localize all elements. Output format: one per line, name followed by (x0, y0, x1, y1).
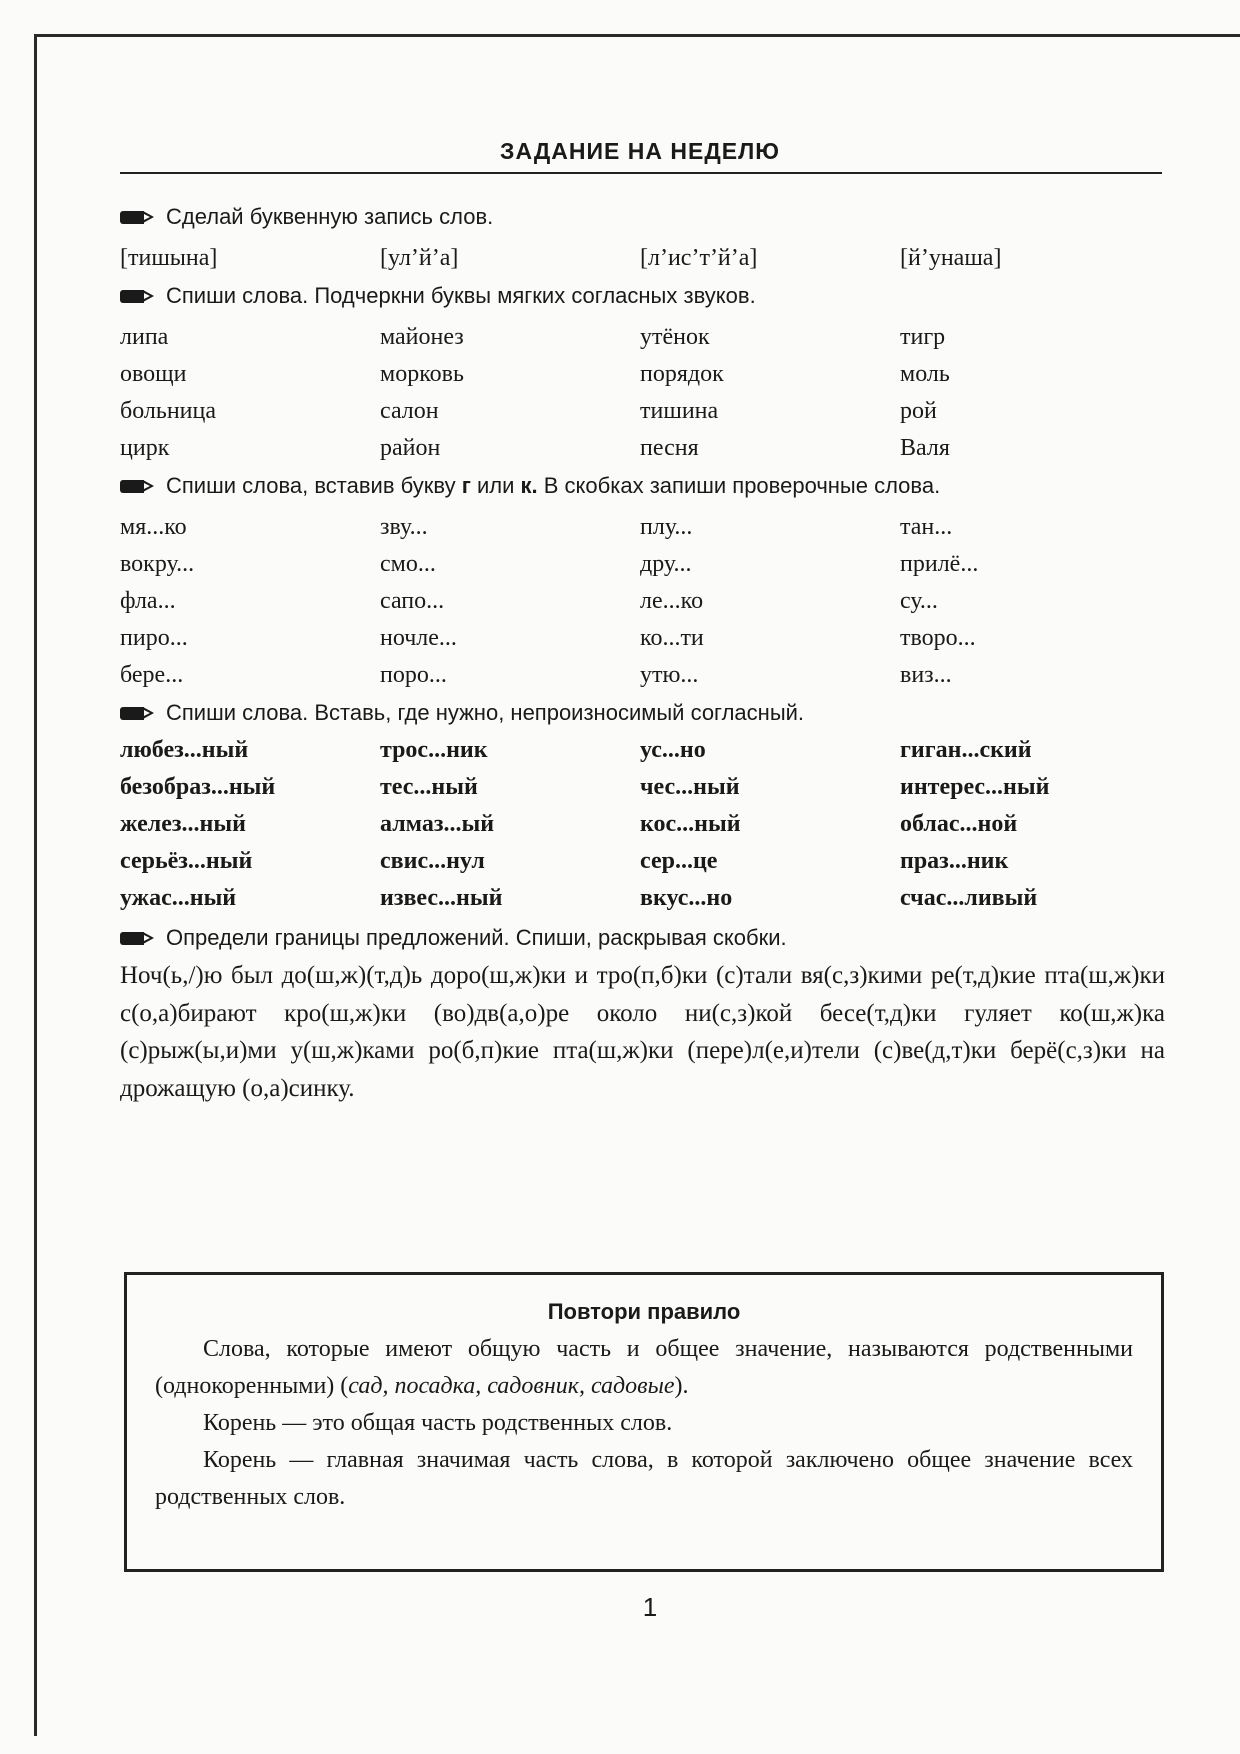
word: морковь (380, 361, 464, 387)
word: рой (900, 398, 937, 424)
word: чес...ный (640, 774, 740, 800)
word: праз...ник (900, 848, 1009, 874)
task-3-text-part: или (470, 473, 521, 498)
word: зву... (380, 514, 428, 540)
word: серьёз...ный (120, 848, 253, 874)
word: сапо... (380, 588, 445, 614)
word: салон (380, 398, 439, 424)
letter-g: г (461, 473, 471, 498)
task-1-words (120, 240, 1165, 277)
word: бере... (120, 662, 184, 688)
word: сер...це (640, 848, 718, 874)
word: смо... (380, 551, 436, 577)
page-title: ЗАДАНИЕ НА НЕДЕЛЮ (500, 138, 780, 164)
word: мя...ко (120, 514, 187, 540)
word: ус...но (640, 737, 706, 763)
word: трос...ник (380, 737, 488, 763)
page-number: 1 (642, 1592, 658, 1622)
transcription: [ул’й’а] (380, 245, 459, 271)
word: су... (900, 588, 938, 614)
letter-k: к. (520, 473, 538, 498)
word: ужас...ный (120, 885, 237, 911)
word: извес...ный (380, 885, 503, 911)
word: любез...ный (120, 737, 249, 763)
task-3-text-part: Спиши слова, вставив букву (166, 473, 462, 498)
word: гиган...ский (900, 737, 1032, 763)
task-2-words (120, 319, 1165, 467)
word: песня (640, 435, 699, 461)
word: вкус...но (640, 885, 733, 911)
rule-text: Слова, которые имеют общую часть и общее значение, называются родственными (однокоренными) ( (155, 1336, 1133, 1399)
word: майонез (380, 324, 464, 350)
transcription: [тишына] (120, 245, 218, 271)
pencil-icon (120, 290, 154, 303)
word: виз... (900, 662, 952, 688)
word: утю... (640, 662, 699, 688)
word: ко...ти (640, 625, 704, 651)
word: творо... (900, 625, 976, 651)
task-5-text: Определи границы предложений. Спиши, раскрывая скобки. (166, 925, 787, 950)
word: вокру... (120, 551, 195, 577)
word: порядок (640, 361, 724, 387)
word: счас...ливый (900, 885, 1038, 911)
word: ле...ко (640, 588, 704, 614)
task-2-text: Спиши слова. Подчеркни буквы мягких согласных звуков. (166, 283, 756, 308)
word: дру... (640, 551, 692, 577)
pencil-icon (120, 480, 154, 493)
word: плу... (640, 514, 693, 540)
title-divider (120, 172, 1162, 174)
word: свис...нул (380, 848, 485, 874)
task-3-words (120, 509, 1165, 694)
task-1-instruction (120, 200, 1165, 234)
rule-title: Повтори правило (547, 1299, 741, 1324)
task-4-text: Спиши слова. Вставь, где нужно, непроизносимый согласный. (166, 700, 805, 725)
word: липа (120, 324, 169, 350)
word: тес...ный (380, 774, 478, 800)
rule-paragraph-3: Корень — главная значимая часть слова, в которой заключено общее значение всех родственных слов. (155, 1447, 1133, 1510)
rule-examples: сад, посадка, садовник, садовые (348, 1373, 675, 1399)
word: алмаз...ый (380, 811, 495, 837)
word: тигр (900, 324, 946, 350)
word: моль (900, 361, 950, 387)
rule-paragraph-2: Корень — это общая часть родственных слов. (203, 1410, 673, 1436)
rule-box (124, 1272, 1164, 1572)
word: безобраз...ный (120, 774, 276, 800)
task-4-words (120, 732, 1165, 917)
word: кос...ный (640, 811, 741, 837)
word: цирк (120, 435, 170, 461)
word: район (380, 435, 441, 461)
word: прилё... (900, 551, 979, 577)
pencil-icon (120, 211, 154, 224)
task-1-text: Сделай буквенную запись слов. (166, 204, 494, 229)
transcription: [й’унаша] (900, 245, 1002, 271)
word: больница (120, 398, 216, 424)
task-3-instruction (120, 469, 1165, 503)
task-5-instruction (120, 921, 1165, 955)
word: фла... (120, 588, 176, 614)
pencil-icon (120, 707, 154, 720)
pencil-icon (120, 932, 154, 945)
word: тан... (900, 514, 953, 540)
rule-text: ). (674, 1373, 689, 1399)
task-5-paragraph: Ноч(ь,/)ю был до(ш,ж)(т,д)ь доро(ш,ж)ки и тро(п,б)ки (с)тали вя(с,з)кими ре(т,д)кие пта(ш,ж)ки с(о,а)бирают кро(ш,ж)ки (во)дв(а,о)ре около ни(с,з)кой бесе(т,д)ки гуляет ко(ш,ж)ка (с)рыж(ы,и)ми у(ш,ж)ками ро(б,п)кие пта(ш,ж)ки (пере)л(е,и)тели (с)ве(д,т)ки берё(с,з)ки на дрожащую (о,а)синку. (120, 962, 1165, 1102)
task-2-instruction (120, 279, 1165, 313)
task-3-text (166, 469, 1165, 503)
word: овощи (120, 361, 187, 387)
word: ночле... (380, 625, 457, 651)
word: утёнок (640, 324, 710, 350)
rule-paragraph-1 (155, 1331, 1133, 1405)
word: тишина (640, 398, 719, 424)
worksheet-content (120, 200, 1165, 1107)
word: интерес...ный (900, 774, 1050, 800)
task-3-text-part: В скобках запиши проверочные слова. (537, 473, 941, 498)
word: желез...ный (120, 811, 246, 837)
task-4-instruction (120, 696, 1165, 730)
word: поро... (380, 662, 447, 688)
word: облас...ной (900, 811, 1018, 837)
transcription: [л’ис’т’й’а] (640, 245, 758, 271)
word: пиро... (120, 625, 188, 651)
word: Валя (900, 435, 950, 461)
